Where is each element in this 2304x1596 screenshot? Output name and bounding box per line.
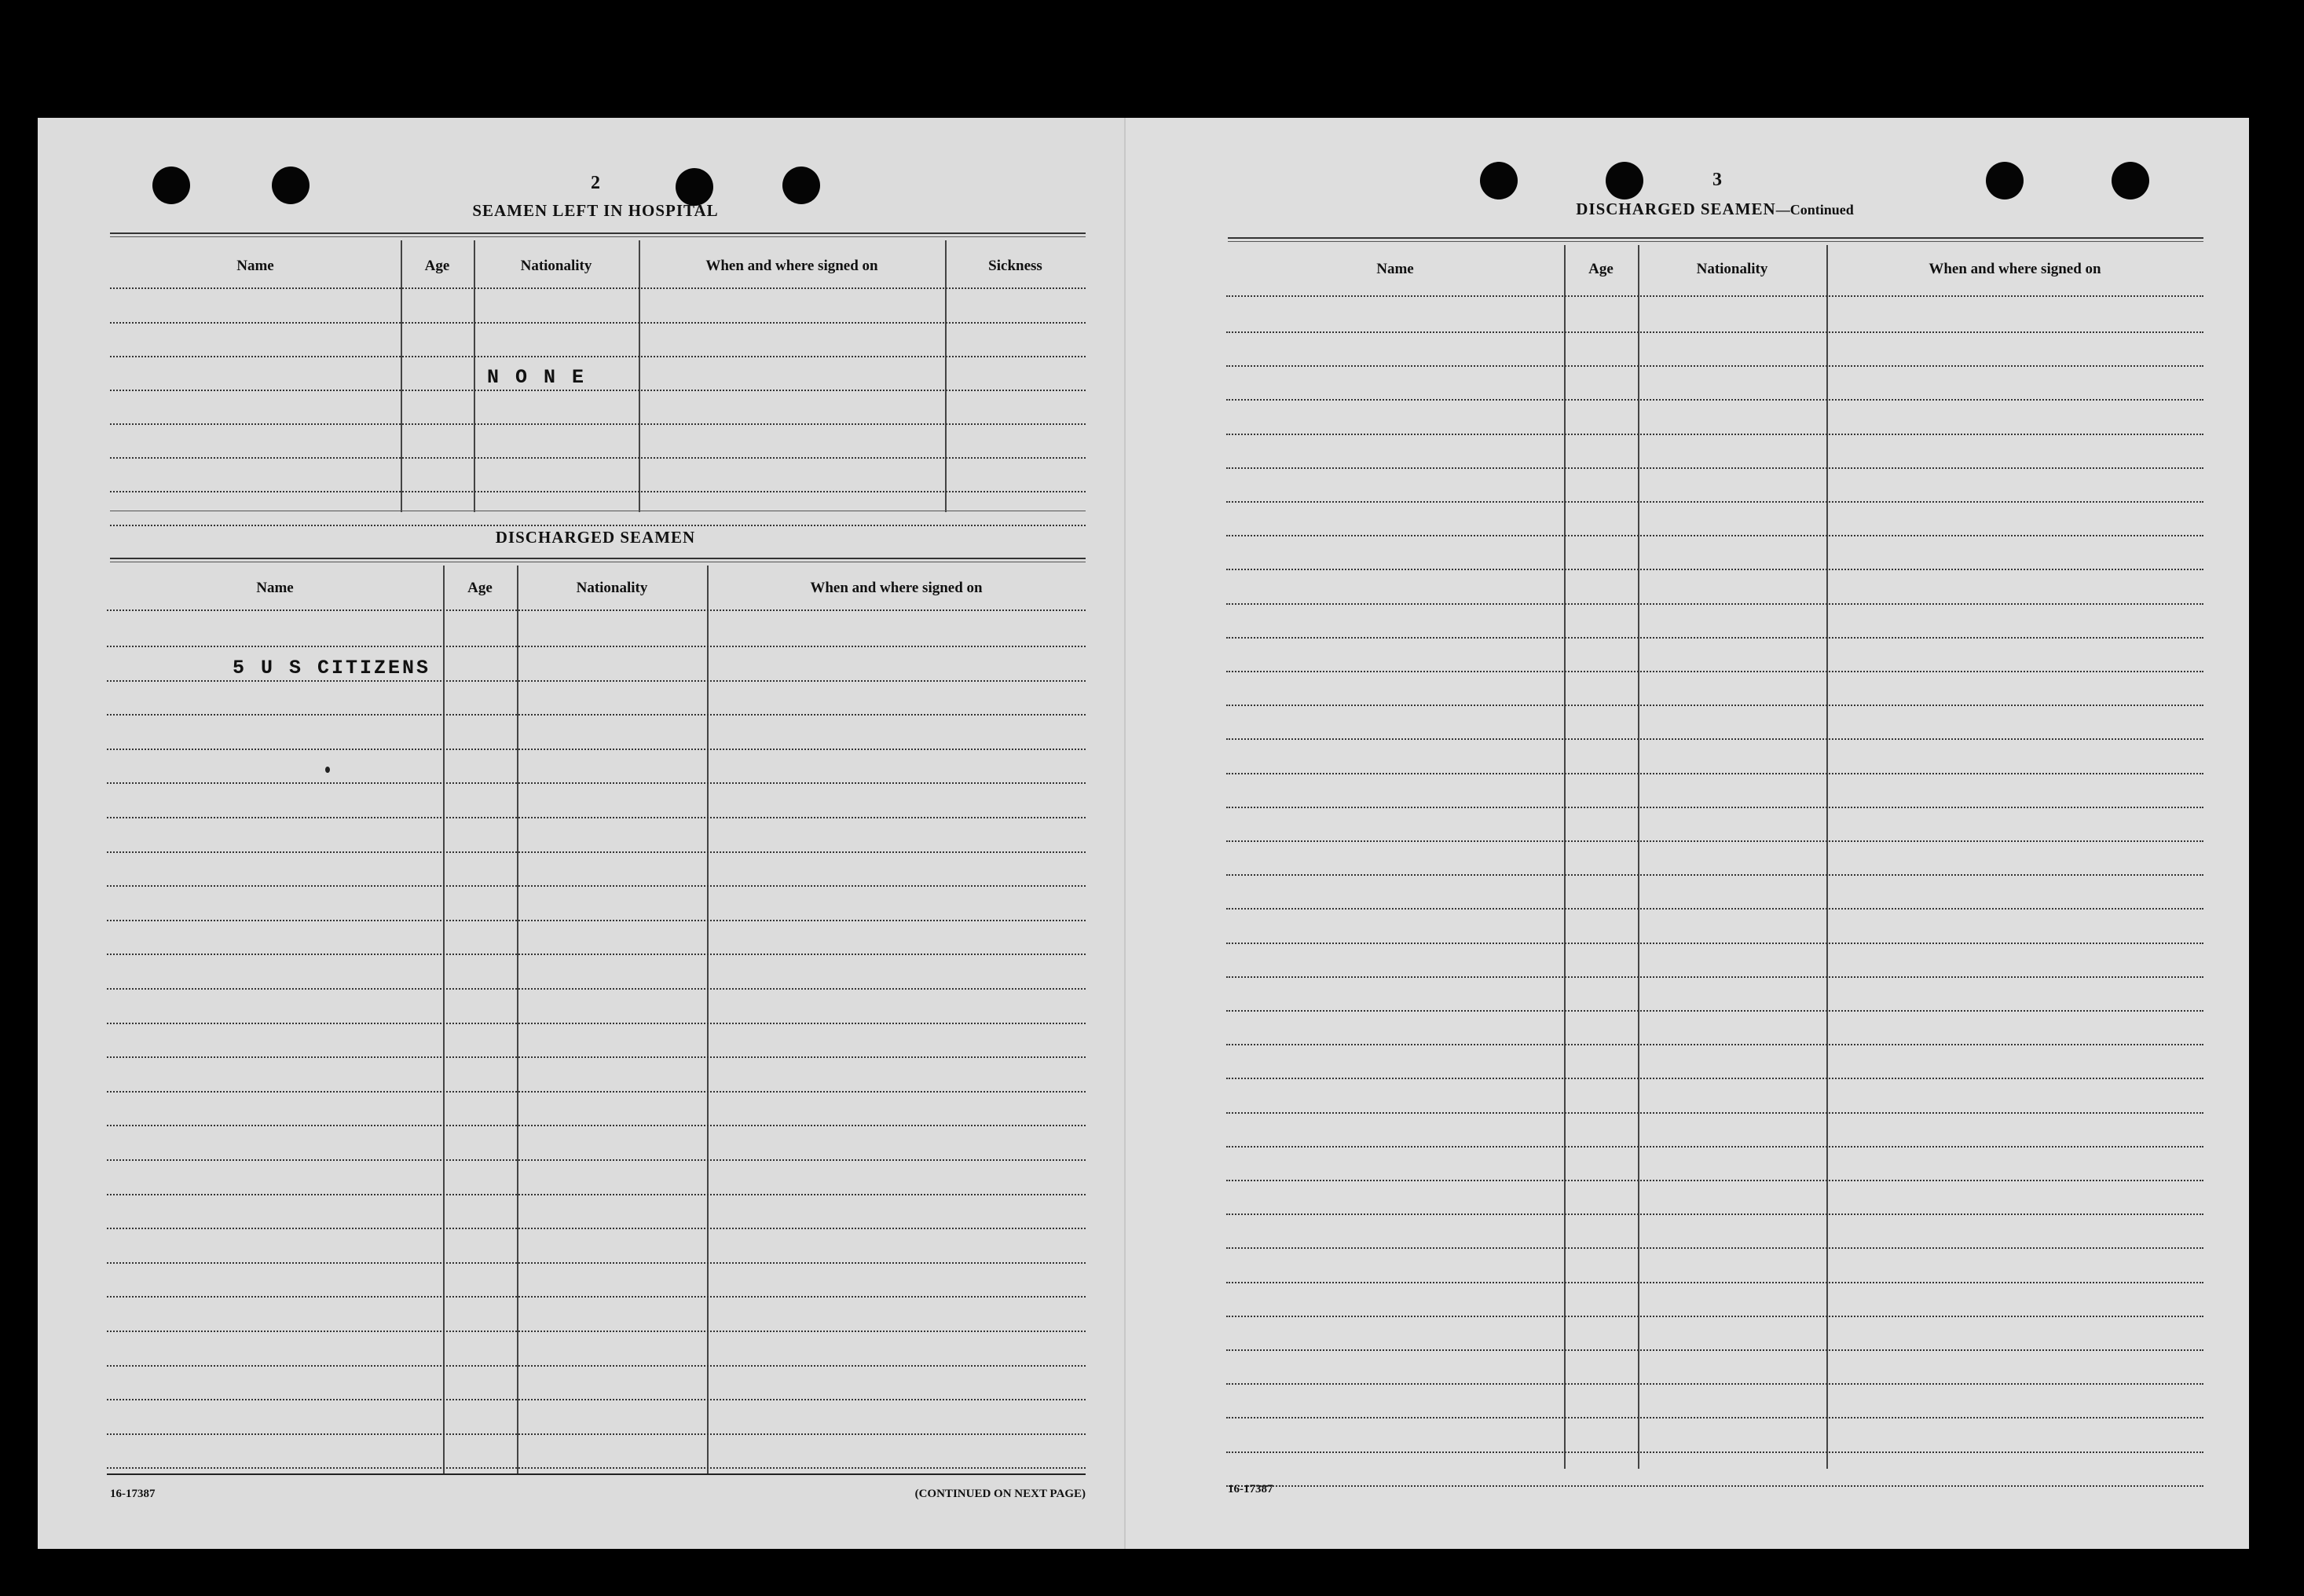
table-row-line [107,1194,1086,1195]
page-number: 2 [591,173,600,193]
table-row-line [110,457,1086,459]
punch-hole-icon [1480,162,1518,200]
column-divider [1638,245,1639,1469]
column-divider [639,240,640,512]
punch-hole-icon [1986,162,2024,200]
table-row-line [1226,1349,2203,1351]
table-row-line [1226,434,2203,435]
table-row-line [110,390,1086,391]
column-header-signed-on: When and where signed on [810,580,983,596]
table-row-line [107,1331,1086,1332]
punch-hole-icon [1606,162,1643,200]
ink-speck [325,767,330,773]
table-row-line [1226,1146,2203,1148]
column-divider [1564,245,1566,1469]
table-row-line [1226,976,2203,978]
table-row-line [107,1125,1086,1126]
continued-note: (CONTINUED ON NEXT PAGE) [914,1488,1086,1500]
table-row-line [107,646,1086,647]
column-divider [474,240,475,512]
column-header-name: Name [236,258,274,274]
table-row-line [107,1159,1086,1161]
table-row-line [1226,501,2203,503]
table-row-line [107,1467,1086,1469]
table-row-line [107,1296,1086,1298]
table-row-line [1226,1010,2203,1012]
table-row-line [1226,1451,2203,1453]
table-row-line [1226,738,2203,740]
header-rule [110,287,1086,289]
table-row-line [1226,1316,2203,1317]
column-divider [443,566,445,1475]
table-row-line [1226,1078,2203,1079]
table-row-line [1226,569,2203,570]
table-row-line [1226,705,2203,706]
left-form-page [38,118,1126,1549]
hospital-section-title: SEAMEN LEFT IN HOSPITAL [472,201,719,220]
punch-hole-icon [2112,162,2149,200]
table-row-line [107,851,1086,853]
table-row-line [110,322,1086,324]
column-divider [945,240,947,512]
column-header-name: Name [256,580,294,596]
table-row-line [107,954,1086,955]
header-rule [107,609,1086,611]
table-row-line [107,817,1086,818]
column-divider [707,566,709,1475]
table-row-line [110,356,1086,357]
table-row-line [1226,535,2203,536]
table-row-line [107,1433,1086,1435]
column-header-nationality: Nationality [520,258,592,274]
table-row-line [1226,840,2203,842]
table-row-line [1226,1213,2203,1215]
column-header-nationality: Nationality [1696,261,1768,277]
table-row-line [1226,1247,2203,1249]
column-divider [401,240,402,512]
table-row-line [107,885,1086,887]
page-number: 3 [1712,170,1722,190]
table-row-line [107,1091,1086,1093]
table-row-line [110,491,1086,492]
table-row-line [1226,1044,2203,1045]
table-row-line [107,749,1086,750]
typed-entry-none: N O N E [487,366,587,389]
column-header-sickness: Sickness [988,258,1042,274]
table-row-line [1226,365,2203,367]
table-row-line [1226,807,2203,808]
table-row-line [1226,1112,2203,1114]
header-rule [1226,295,2203,297]
table-row-line [107,1056,1086,1058]
table-row-line [107,1365,1086,1367]
table-row-line [107,680,1086,682]
table-row-line [1226,908,2203,910]
table-row-line [110,525,1086,526]
table-row-line [1226,637,2203,639]
column-header-age: Age [424,258,450,274]
punch-hole-icon [152,167,190,204]
table-row-line [1226,1282,2203,1283]
table-row-line [1226,1180,2203,1181]
form-number: 16-17387 [1228,1483,1273,1495]
table-row-line [1226,943,2203,944]
column-divider [1826,245,1828,1469]
typed-entry-citizens: 5 U S CITIZENS [233,657,431,679]
table-row-line [1226,671,2203,672]
column-header-nationality: Nationality [576,580,648,596]
form-number: 16-17387 [110,1488,156,1500]
column-header-age: Age [467,580,493,596]
table-row-line [107,1262,1086,1264]
table-bottom-rule [107,1473,1086,1475]
table-row-line [107,988,1086,990]
table-row-line [1226,1383,2203,1385]
table-row-line [1226,773,2203,774]
table-row-line [107,782,1086,784]
double-rule [110,558,1086,562]
punch-hole-icon [676,168,713,206]
column-header-signed-on: When and where signed on [1929,261,2101,277]
table-row-line [1226,874,2203,876]
rule [110,511,1086,515]
table-row-line [107,920,1086,921]
table-row-line [107,1023,1086,1024]
table-row-line [1226,467,2203,469]
table-row-line [1226,399,2203,401]
table-row-line [1226,1485,2203,1487]
column-header-signed-on: When and where signed on [705,258,878,274]
column-header-age: Age [1588,261,1614,277]
table-row-line [1226,1417,2203,1418]
discharged-continued-title [1471,200,1958,219]
section-title-suffix: —Continued [1775,202,1854,218]
discharged-table [107,566,1086,1475]
punch-hole-icon [272,167,310,204]
double-rule [1228,237,2203,242]
column-header-name: Name [1376,261,1414,277]
double-rule [110,232,1086,237]
punch-hole-icon [782,167,820,204]
column-divider [517,566,518,1475]
discharged-table-continued [1226,245,2203,1596]
discharged-section-title: DISCHARGED SEAMEN [495,528,696,547]
table-row-line [107,714,1086,716]
table-row-line [110,423,1086,425]
section-title-text: DISCHARGED SEAMEN [1576,200,1776,218]
right-form-page [1126,118,2249,1549]
table-row-line [1226,331,2203,333]
table-row-line [107,1399,1086,1400]
table-row-line [107,1228,1086,1229]
table-row-line [1226,603,2203,605]
